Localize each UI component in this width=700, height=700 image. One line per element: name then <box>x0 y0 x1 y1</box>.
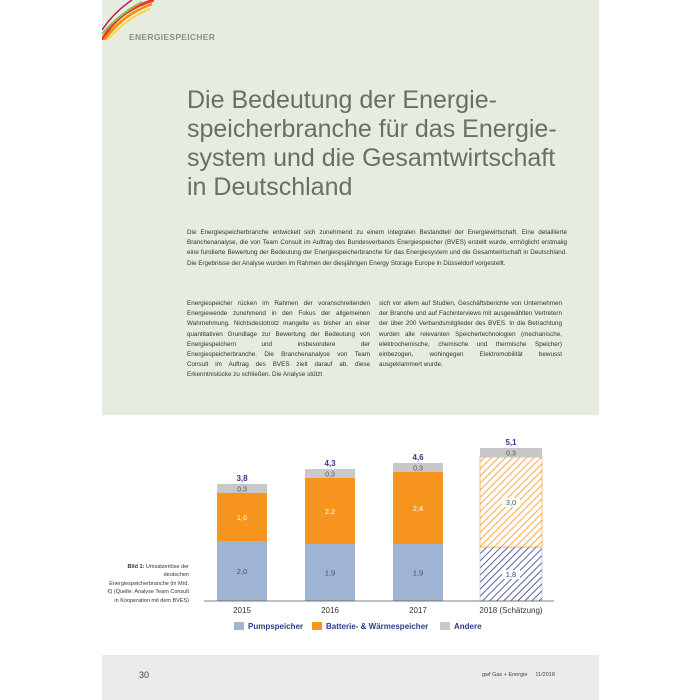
legend-label: Andere <box>454 622 482 631</box>
issue-number: 11/2018 <box>535 672 555 678</box>
title-line: system und die Gesamtwirtschaft <box>187 144 556 172</box>
page-number: 30 <box>139 670 150 680</box>
total-label: 5,1 <box>505 438 517 447</box>
bars-group <box>217 438 542 601</box>
legend-label: Batterie- & Wärmespeicher <box>326 622 429 631</box>
data-label: 2,0 <box>236 567 248 576</box>
caption-label: Bild 1: <box>127 564 145 570</box>
title-line: speicherbranche für das Energie- <box>187 115 557 143</box>
data-label: 0,3 <box>506 450 516 458</box>
caption-text: Umsatzerlöse der deutschen Energiespeicherbranche (in Mrd. €) (Quelle: Analyse Team Consult in Kooperation mit dem BVES) <box>107 564 189 604</box>
total-label: 4,6 <box>412 453 424 462</box>
data-label: 0,3 <box>413 465 423 473</box>
x-tick-label: 2015 <box>233 606 251 615</box>
lead-paragraph: Die Energiespeicherbranche entwickelt sich zunehmend zu einem integralen Bestandteil der Energiewirtschaft. Eine detaillierte Branchenanalyse, die von Team Consult im Auftrag des Bundesverbands Energiespeicher (BVES) erstellt wurde, ermöglicht erstmalig eine fundierte Bewertung der Bedeutung der Energiespeicherbranche für das Energiesystem und die Gesamtwirtschaft in Deutschland. Die Ergebnisse der Analyse wurden im Rahmen der diesjährigen Energy Storage Europe in Düsseldorf vorgestellt. <box>187 229 567 267</box>
data-label: 0,3 <box>325 471 335 479</box>
data-label: 1,6 <box>236 513 248 522</box>
x-tick-label: 2017 <box>409 606 427 615</box>
data-label: 1,8 <box>505 570 517 579</box>
body-column-right: sich vor allem auf Studien, Geschäftsberichte von Unternehmen der Branche und auf Fachinterviews mit ausgewählten Vertretern der über 200 Verbandsmitglieder des BVES. In die Betrachtung wurden alle relevanten Speichertechnologien (mechanische, elektrochemische, chemische und thermische Speicher) einbezogen, wohingegen Elektromobilität bewusst ausgeklammert wurde. <box>379 300 562 369</box>
section-label: ENERGIESPEICHER <box>129 32 216 42</box>
chart-container <box>194 415 565 638</box>
magazine-name: gwf Gas + Energie <box>482 672 528 678</box>
legend-label: Pumpspeicher <box>248 622 304 631</box>
footer-info <box>482 672 555 678</box>
title-line: in Deutschland <box>187 173 353 201</box>
x-tick-label: 2016 <box>321 606 339 615</box>
body-column-left: Energiespeicher rücken im Rahmen der voranschreitenden Energiewende zunehmend in den Fokus der allgemeinen Wahrnehmung. Nichtsdestotrotz mangelte es bisher an einer quantitativen Grundlage zur Bewertung der Bedeutung von Energiespeichern und insbesondere der Energiespeicherbranche. Die Branchenanalyse von Team Consult im Auftrag des BVES zielt darauf ab, diese Erkenntnislücke zu schließen. Die Analyse stützt <box>187 300 370 379</box>
data-label: 1,9 <box>412 568 424 578</box>
data-label: 0,3 <box>237 486 247 494</box>
data-label: 2,2 <box>324 507 336 516</box>
legend-swatch <box>440 622 450 630</box>
chart-legend <box>234 622 482 631</box>
data-label: 1,9 <box>324 568 336 578</box>
title-line: Die Bedeutung der Energie- <box>187 86 497 114</box>
revenue-chart <box>194 415 565 638</box>
data-label: 3,0 <box>505 498 517 507</box>
total-label: 3,8 <box>236 474 248 483</box>
x-tick-labels <box>233 606 543 615</box>
article-title <box>187 86 577 202</box>
total-label: 4,3 <box>324 459 336 468</box>
legend-swatch <box>234 622 244 630</box>
figure-caption <box>104 563 189 605</box>
legend-swatch <box>312 622 322 630</box>
data-label: 2,4 <box>412 504 424 513</box>
x-tick-label: 2018 (Schätzung) <box>479 606 543 615</box>
